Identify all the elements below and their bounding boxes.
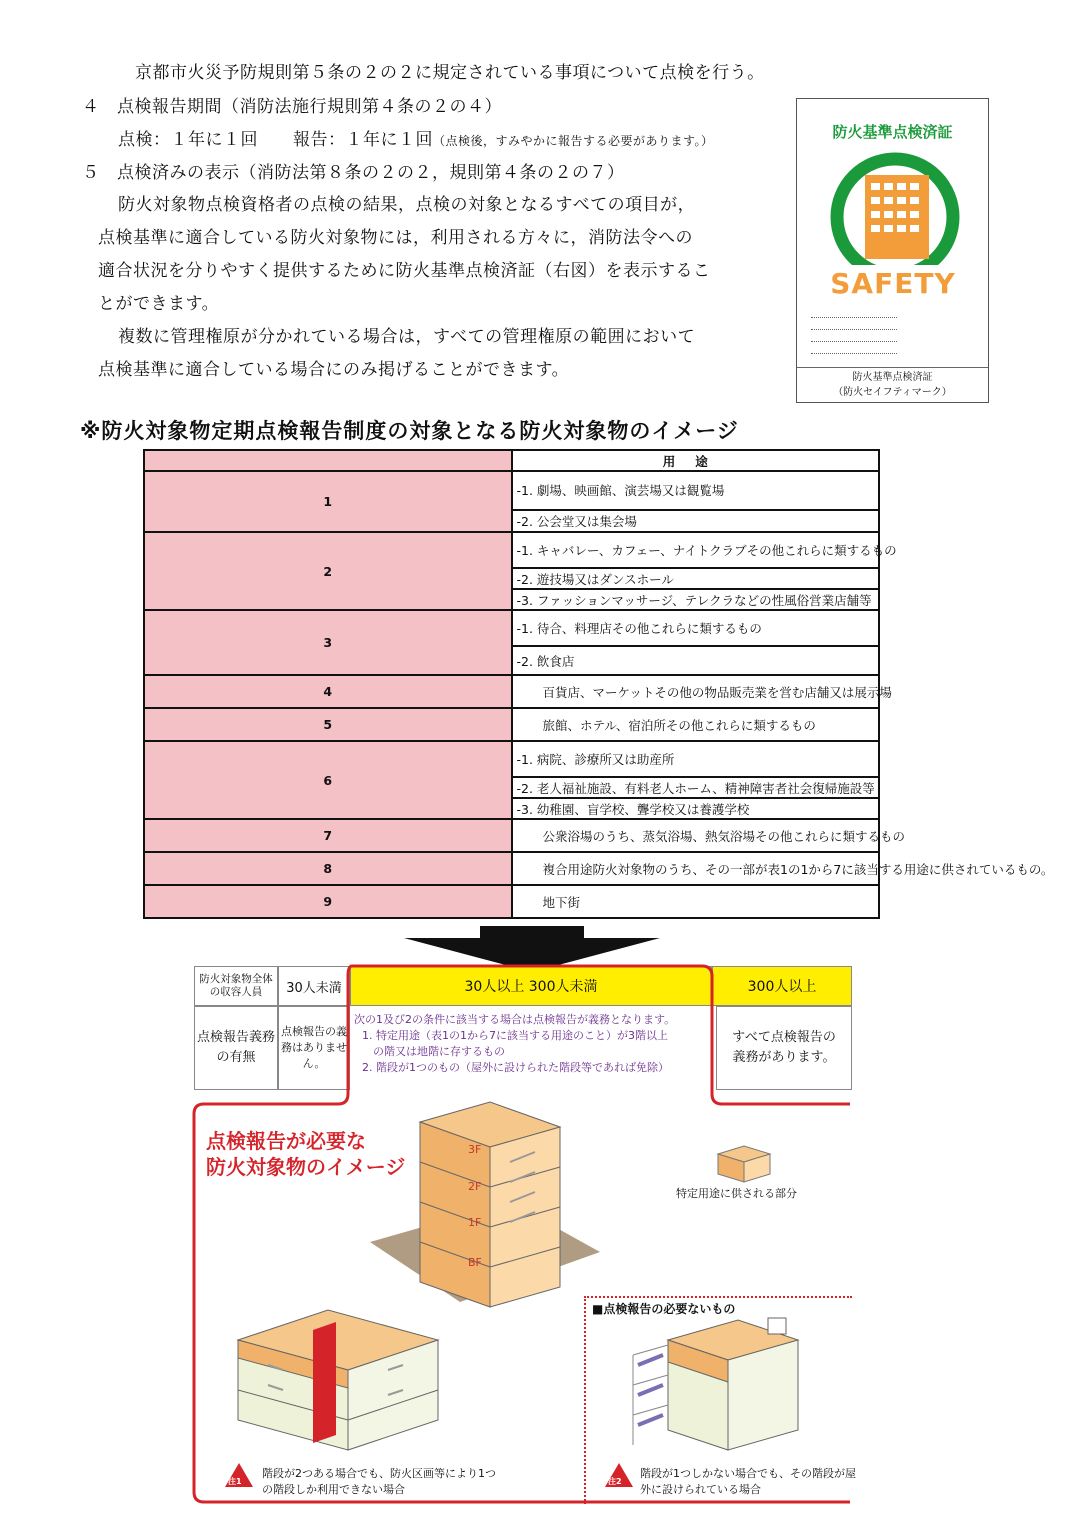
floor-label: 2F (468, 1180, 482, 1193)
floor-label: 3F (468, 1143, 482, 1156)
not-required-title: ■点検報告の必要ないもの (592, 1302, 736, 1316)
col-over-300: 300人以上 (712, 966, 852, 1006)
note1-text: 階段が2つある場合でも、防火区画等により1つ の階段しか利用できない場合 (262, 1467, 496, 1496)
building-illustration (360, 1092, 610, 1332)
table-row: 旅館、ホテル、宿泊所その他これらに類するもの (512, 708, 880, 741)
col-under-30: 30人未満 (278, 966, 350, 1006)
table-row: 百貨店、マーケットその他の物品販売業を営む店舗又は展示場 (512, 675, 880, 708)
table-heading: ※防火対象物定期点検報告制度の対象となる防火対象物のイメージ (80, 419, 739, 443)
safety-certificate (796, 98, 989, 403)
item4-detail: 点検：１年に１回 報告：１年に１回（点検後，すみやかに報告する必要があります。） (118, 130, 714, 150)
note2-text: 階段が1つしかない場合でも、その階段が屋 外に設けられている場合 (640, 1467, 856, 1496)
table-row: 地下街 (512, 885, 880, 918)
col-30-to-300: 30人以上 300人未満 (350, 966, 712, 1006)
col-over-300-text: すべて点検報告の義務があります。 (716, 1006, 852, 1090)
floor-label: 1F (468, 1216, 482, 1229)
legend-label: 特定用途に供される部分 (676, 1187, 797, 1200)
group-number: 3 (144, 610, 512, 675)
two-stair-building-illustration (218, 1300, 458, 1460)
note1-badge: 注1 (228, 1477, 242, 1486)
table-row: -1. 待合、料理店その他これらに類するもの (512, 610, 880, 646)
note2-badge: 注2 (608, 1477, 622, 1486)
table-row: 公衆浴場のうち、蒸気浴場、熱気浴場その他これらに類するもの (512, 819, 880, 852)
divider (811, 317, 897, 319)
floor-label: BF (468, 1256, 482, 1269)
para1-line: 適合状況を分りやすく提供するために防火基準点検済証（右図）を表示するこ (98, 261, 711, 281)
divider (584, 1296, 587, 1504)
table-row: 複合用途防火対象物のうち、その一部が表1の1から7に該当する用途に供されているもの。 (512, 852, 880, 885)
group-number: 7 (144, 819, 512, 852)
image-title: 点検報告が必要な 防火対象物のイメージ (206, 1129, 406, 1179)
group-number: 2 (144, 532, 512, 610)
para2-line: 複数に管理権原が分かれている場合は，すべての管理権原の範囲において (118, 327, 696, 347)
para1-line: 点検基準に適合している防火対象物には，利用される方々に，消防法令への (98, 228, 693, 248)
outdoor-stair-building-illustration (628, 1310, 808, 1460)
divider (584, 1296, 852, 1298)
table-row: -3. ファッションマッサージ、テレクラなどの性風俗営業店舗等 (512, 589, 880, 610)
header-num-cell (144, 450, 512, 471)
intro-line: 京都市火災予防規則第５条の２の２に規定されている事項について点検を行う。 (135, 63, 765, 83)
group-number: 5 (144, 708, 512, 741)
group-number: 8 (144, 852, 512, 885)
item5-title: ５ 点検済みの表示（消防法第８条の２の２，規則第４条の２の７） (82, 163, 625, 183)
safety-word: SAFETY (830, 267, 956, 300)
conditions-text: 次の1及び2の条件に該当する場合は点検報告が義務となります。 1. 特定用途（表1の1から7に該当する用途のこと）が3階以上 の階又は地階に存するもの 2. 階段が1つのもの（屋外に設けられた階段等であれば免除） (354, 1013, 676, 1074)
table-header: 用途 (512, 450, 880, 471)
table-row: -1. 病院、診療所又は助産所 (512, 741, 880, 777)
para1-line: 防火対象物点検資格者の点検の結果，点検の対象となるすべての項目が， (118, 195, 696, 215)
group-number: 9 (144, 885, 512, 918)
row-label-obligation: 点検報告義務の有無 (194, 1006, 278, 1090)
table-row: -2. 遊技場又はダンスホール (512, 568, 880, 589)
divider (811, 341, 897, 343)
row-label-capacity: 防火対象物全体の収容人員 (194, 966, 278, 1006)
group-number: 6 (144, 741, 512, 819)
para2-line: 点検基準に適合している場合にのみ掲げることができます。 (98, 360, 570, 380)
group-number: 1 (144, 471, 512, 532)
col-under-30-text: 点検報告の義務はありません。 (278, 1006, 350, 1090)
group-number: 4 (144, 675, 512, 708)
table-row: -3. 幼稚園、盲学校、聾学校又は養護学校 (512, 798, 880, 819)
certificate-caption: 防火基準点検済証 （防火セイフティマーク） (797, 367, 988, 400)
table-row: -2. 飲食店 (512, 646, 880, 675)
table-row: -1. 劇場、映画館、演芸場又は観覧場 (512, 471, 880, 510)
divider (811, 329, 897, 331)
table-row: -1. キャバレー、カフェー、ナイトクラブその他これらに類するもの (512, 532, 880, 568)
para1-line: とができます。 (98, 294, 220, 314)
use-table (143, 449, 1054, 919)
legend-box-icon (714, 1144, 774, 1184)
divider (811, 353, 897, 355)
item4-title: ４ 点検報告期間（消防法施行規則第４条の２の４） (82, 97, 502, 117)
table-row: -2. 公会堂又は集会場 (512, 510, 880, 532)
table-row: -2. 老人福祉施設、有料老人ホーム、精神障害者社会復帰施設等 (512, 777, 880, 798)
certificate-title: 防火基準点検済証 (832, 123, 953, 141)
